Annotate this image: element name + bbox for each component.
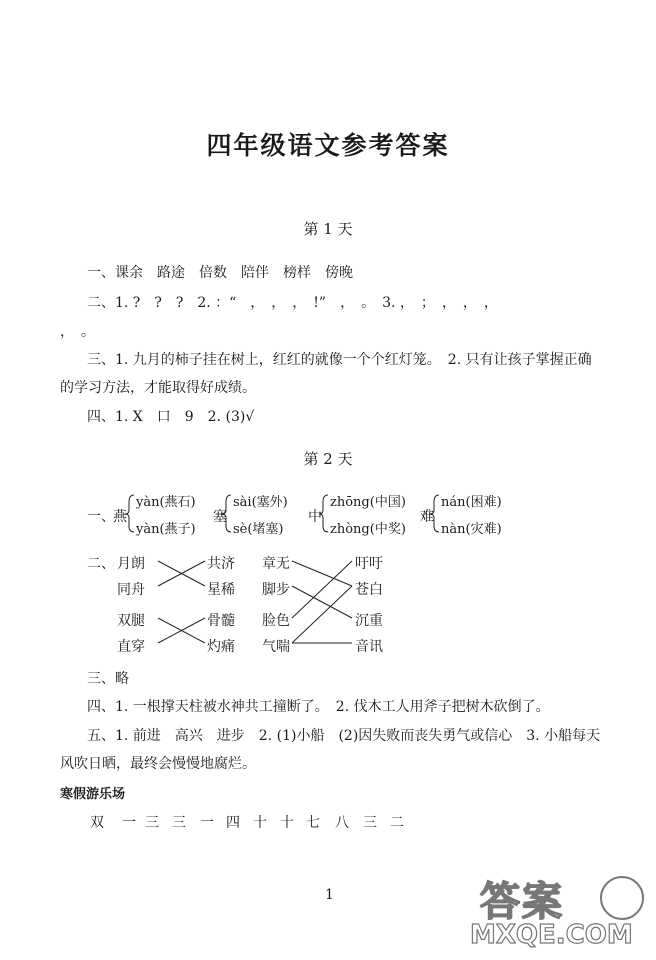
holiday-char: 二 — [390, 815, 404, 831]
holiday-char: 四 — [226, 815, 240, 831]
pinyin-top: nán(困难) — [441, 495, 502, 510]
holiday-char: 一 — [200, 815, 214, 831]
match-line — [292, 586, 352, 643]
day1-q4: 四、1. X 口 9 2. (3)√ — [87, 409, 255, 425]
pinyin-bottom: zhòng(中奖) — [330, 522, 406, 537]
match-right-item: 灼痛 — [207, 639, 235, 655]
pinyin-top: zhōng(中国) — [330, 495, 406, 510]
day2-q3: 三、略 — [87, 671, 129, 687]
day1-q3-line1: 三、1. 九月的柿子挂在树上，红红的就像一个个红灯笼。 2. 只有让孩子掌握正确 — [87, 352, 592, 368]
page-number: 1 — [325, 887, 334, 903]
holiday-char: 三 — [145, 815, 159, 831]
day2-q1-label: 一、 — [87, 509, 115, 525]
day1-q2-line1: 二、1. ? ? ? 2. ：“ ， ， ， !” ， 。 3. ， ； ， ， ， — [87, 295, 498, 311]
watermark-bottom: MXQE.COM — [470, 920, 633, 950]
match-right-item: 音讯 — [355, 639, 383, 655]
holiday-char: 十 — [280, 815, 294, 831]
watermark-top: 答案 — [480, 878, 564, 925]
match-right-item: 吁吁 — [355, 556, 383, 572]
pinyin-bottom: yàn(燕子) — [136, 522, 196, 537]
day1-q2-line2: ， 。 — [60, 324, 95, 340]
match-left-item: 章无 — [262, 556, 290, 572]
page-title: 四年级语文参考答案 — [206, 131, 450, 160]
watermark-circle-icon — [600, 876, 644, 920]
polyphone-char: 塞 — [213, 509, 227, 525]
match-left-item: 月朗 — [117, 556, 145, 572]
brace-icon — [125, 495, 134, 532]
match-left-item: 双腿 — [117, 613, 145, 629]
pinyin-top: sài(塞外) — [233, 495, 288, 510]
match-line — [292, 561, 352, 618]
watermark-logo — [470, 870, 650, 954]
match-left-item: 气喘 — [262, 639, 290, 655]
day1-heading: 第 1 天 — [303, 220, 353, 238]
holiday-char: 八 — [335, 815, 349, 831]
match-right-item: 共济 — [207, 556, 235, 572]
day1-q3-line2: 的学习方法，才能取得好成绩。 — [60, 380, 256, 396]
holiday-char: 三 — [363, 815, 377, 831]
day2-heading: 第 2 天 — [303, 450, 353, 468]
match-left-item: 脸色 — [262, 613, 290, 629]
match-left-item: 脚步 — [262, 582, 290, 598]
match-right-item: 星稀 — [207, 582, 235, 598]
holiday-char: 三 — [172, 815, 186, 831]
holiday-char: 一 — [122, 815, 136, 831]
match-right-item: 苍白 — [355, 582, 383, 598]
brace-icon — [430, 495, 439, 532]
match-right-item: 沉重 — [355, 613, 383, 629]
polyphone-char: 燕 — [113, 509, 127, 525]
match-left-item: 直穿 — [117, 639, 145, 655]
match-right-item: 骨髓 — [207, 613, 235, 629]
match-left-item: 同舟 — [117, 582, 145, 598]
day2-q5-line2: 风吹日晒，最终会慢慢地腐烂。 — [60, 756, 256, 772]
polyphone-char: 难 — [420, 509, 434, 525]
holiday-char: 十 — [253, 815, 267, 831]
pinyin-bottom: nàn(灾难) — [441, 522, 502, 537]
brace-icon — [222, 495, 231, 532]
holiday-char: 七 — [306, 815, 320, 831]
match-line — [292, 586, 352, 618]
pinyin-bottom: sè(堵塞) — [233, 522, 284, 537]
brace-icon — [319, 495, 328, 532]
holiday-heading: 寒假游乐场 — [60, 787, 126, 802]
match-line — [292, 561, 352, 586]
polyphone-char: 中 — [308, 509, 322, 525]
day2-q2-label: 二、 — [87, 556, 115, 572]
day2-q4: 四、1. 一根撑天柱被水神共工撞断了。 2. 伐木工人用斧子把树木砍倒了。 — [87, 699, 550, 715]
day2-q5-line1: 五、1. 前进 高兴 进步 2. (1)小船 (2)因失败而丧失勇气或信心 3. 小船每天 — [87, 728, 601, 744]
day1-q1: 一、课余 路途 倍数 陪伴 榜样 傍晚 — [87, 265, 353, 281]
pinyin-top: yàn(燕石) — [136, 495, 196, 510]
holiday-char: 双 — [90, 815, 104, 831]
